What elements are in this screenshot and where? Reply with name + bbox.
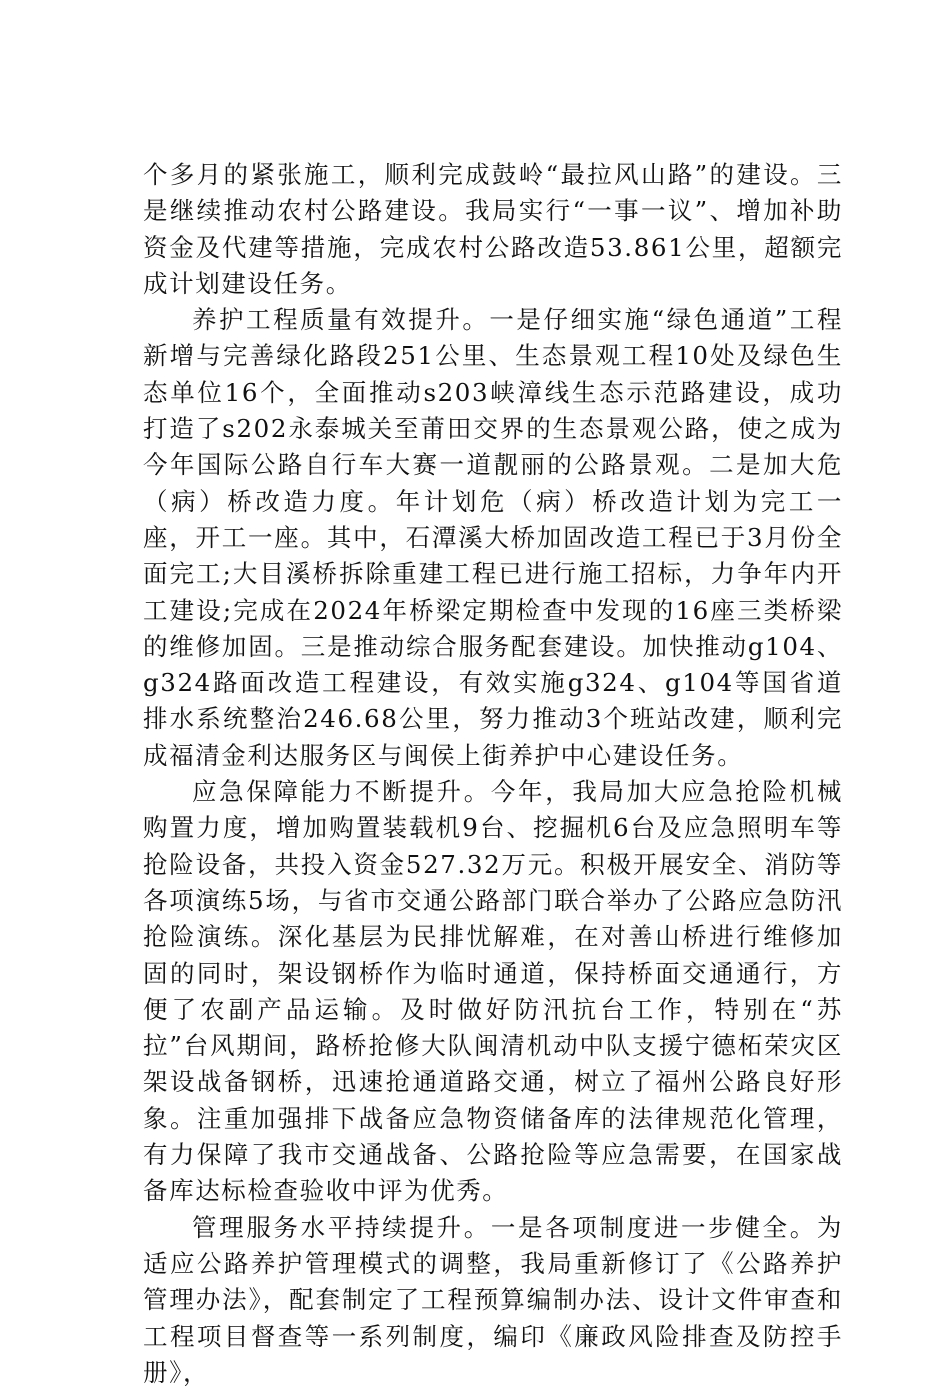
document-body [143, 157, 843, 1391]
paragraph-management-service: 管理服务水平持续提升。一是各项制度进一步健全。为适应公路养护管理模式的调整，我局重新修订了《公路养护管理办法》，配套制定了工程预算编制办法、设计文件审查和工程项目督查等一系列制度，编印《廉政风险排查及防控手册》， [143, 1212, 843, 1387]
paragraph-continuation: 个多月的紧张施工，顺利完成鼓岭“最拉风山路”的建设。三是继续推动农村公路建设。我局实行“一事一议”、增加补助资金及代建等措施，完成农村公路改造53.861公里，超额完成计划建设任务。 [143, 160, 843, 298]
paragraph-emergency-support: 应急保障能力不断提升。今年，我局加大应急抢险机械购置力度，增加购置装载机9台、挖掘机6台及应急照明车等抢险设备，共投入资金527.32万元。积极开展安全、消防等各项演练5场，与省市交通公路部门联合举办了公路应急防汛抢险演练。深化基层为民排忧解难，在对善山桥进行维修加固的同时，架设钢桥作为临时通道，保持桥面交通通行，方便了农副产品运输。及时做好防汛抗台工作，特别在“苏拉”台风期间，路桥抢修大队闽清机动中队支援宁德柘荣灾区架设战备钢桥，迅速抢通道路交通，树立了福州公路良好形象。注重加强排下战备应急物资储备库的法律规范化管理，有力保障了我市交通战备、公路抢险等应急需要，在国家战备库达标检查验收中评为优秀。 [143, 777, 843, 1206]
paragraph-maintenance-quality: 养护工程质量有效提升。一是仔细实施“绿色通道”工程新增与完善绿化路段251公里、生态景观工程10处及绿色生态单位16个，全面推动s203峡漳线生态示范路建设，成功打造了s202永泰城关至莆田交界的生态景观公路，使之成为今年国际公路自行车大赛一道靓丽的公路景观。二是加大危（病）桥改造力度。年计划危（病）桥改造计划为完工一座，开工一座。其中，石潭溪大桥加固改造工程已于3月份全面完工;大目溪桥拆除重建工程已进行施工招标，力争年内开工建设;完成在2024年桥梁定期检查中发现的16座三类桥梁的维修加固。三是推动综合服务配套建设。加快推动g104、g324路面改造工程建设，有效实施g324、g104等国省道排水系统整治246.68公里，努力推动3个班站改建，顺利完成福清金利达服务区与闽侯上街养护中心建设任务。 [143, 305, 843, 770]
